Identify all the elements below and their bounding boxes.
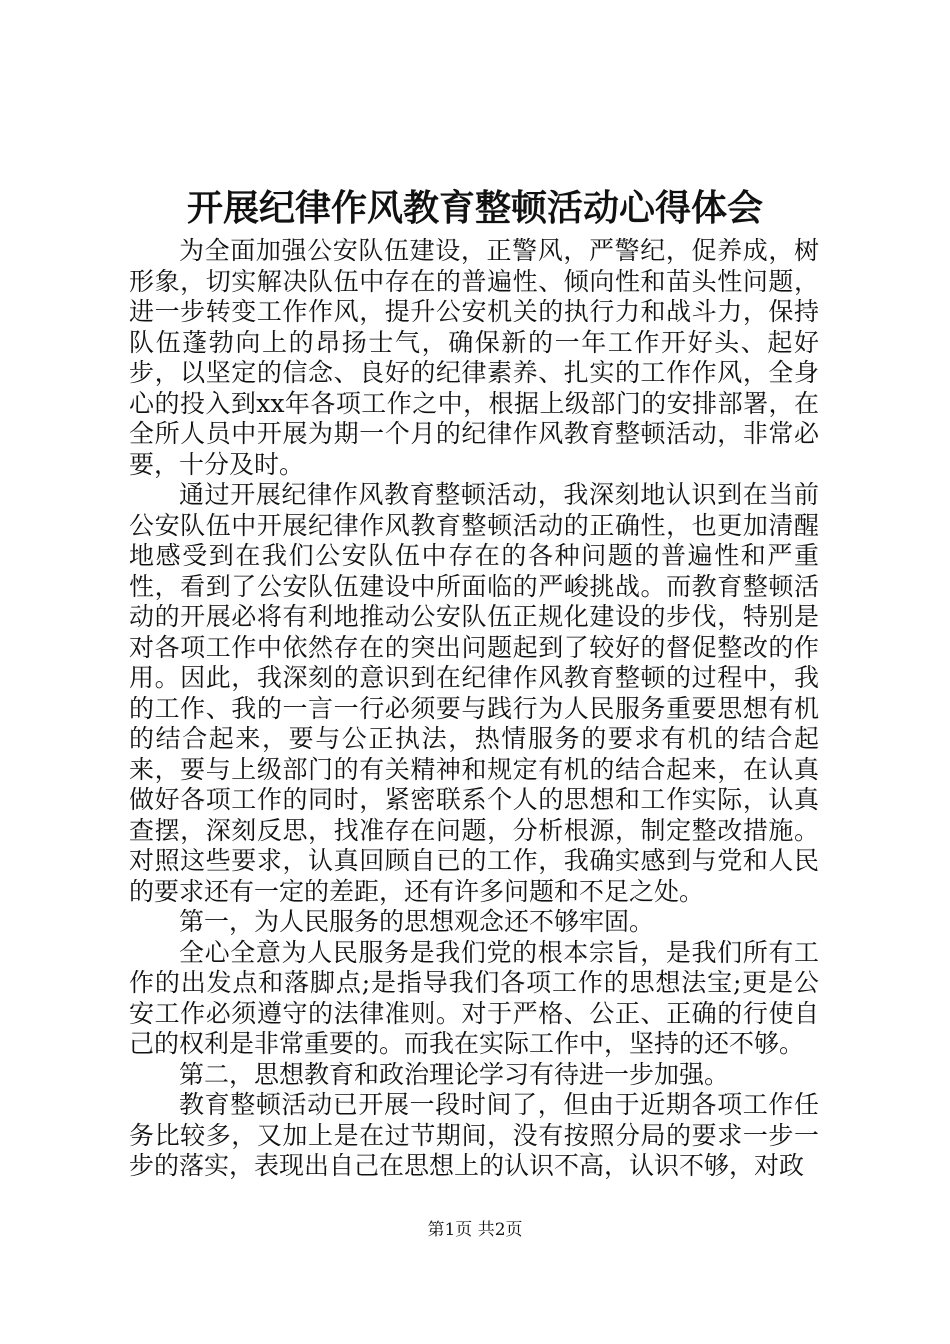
paragraph-intro: 为全面加强公安队伍建设，正警风，严警纪，促养成，树形象，切实解决队伍中存在的普遍性、倾向性和苗头性问题，进一步转变工作作风，提升公安机关的执行力和战斗力，保持队伍蓬勃向上的昂扬士气，确保新的一年工作开好头、起好步，以坚定的信念、良好的纪律素养、扎实的工作作风，全身心的投入到xx年各项工作之中，根据上级部门的安排部署，在全所人员中开展为期一个月的纪律作风教育整顿活动，非常必要，十分及时。 xyxy=(129,236,819,479)
paragraph-education: 教育整顿活动已开展一段时间了，但由于近期各项工作任务比较多，又加上是在过节期间，没有按照分局的要求一步一步的落实，表现出自己在思想上的认识不高，认识不够，对政 xyxy=(129,1090,819,1180)
paragraph-heading-first: 第一，为人民服务的思想观念还不够牢固。 xyxy=(179,907,655,936)
document-body xyxy=(129,236,819,1182)
paragraph-understanding: 通过开展纪律作风教育整顿活动，我深刻地认识到在当前公安队伍中开展纪律作风教育整顿活动的正确性，也更加清醒地感受到在我们公安队伍中存在的各种问题的普遍性和严重性，看到了公安队伍建设中所面临的严峻挑战。而教育整顿活动的开展必将有利地推动公安队伍正规化建设的步伐，特别是对各项工作中依然存在的突出问题起到了较好的督促整改的作用。因此，我深刻的意识到在纪律作风教育整顿的过程中，我的工作、我的一言一行必须要与践行为人民服务重要思想有机的结合起来，要与公正执法，热情服务的要求有机的结合起来，要与上级部门的有关精神和规定有机的结合起来，在认真做好各项工作的同时，紧密联系个人的思想和工作实际，认真查摆，深刻反思，找准存在问题，分析根源，制定整改措施。对照这些要求，认真回顾自已的工作，我确实感到与党和人民的要求还有一定的差距，还有许多问题和不足之处。 xyxy=(129,480,819,906)
paragraph-service: 全心全意为人民服务是我们党的根本宗旨，是我们所有工作的出发点和落脚点;是指导我们各项工作的思想法宝;更是公安工作必须遵守的法律准则。对于严格、公正、正确的行使自己的权利是非常重要的。而我在实际工作中，坚持的还不够。 xyxy=(129,937,819,1058)
document-title: 开展纪律作风教育整顿活动心得体会 xyxy=(186,187,763,229)
paragraph-heading-second: 第二，思想教育和政治理论学习有待进一步加强。 xyxy=(179,1059,730,1089)
page-number-footer: 第1页 共2页 xyxy=(427,1220,523,1240)
